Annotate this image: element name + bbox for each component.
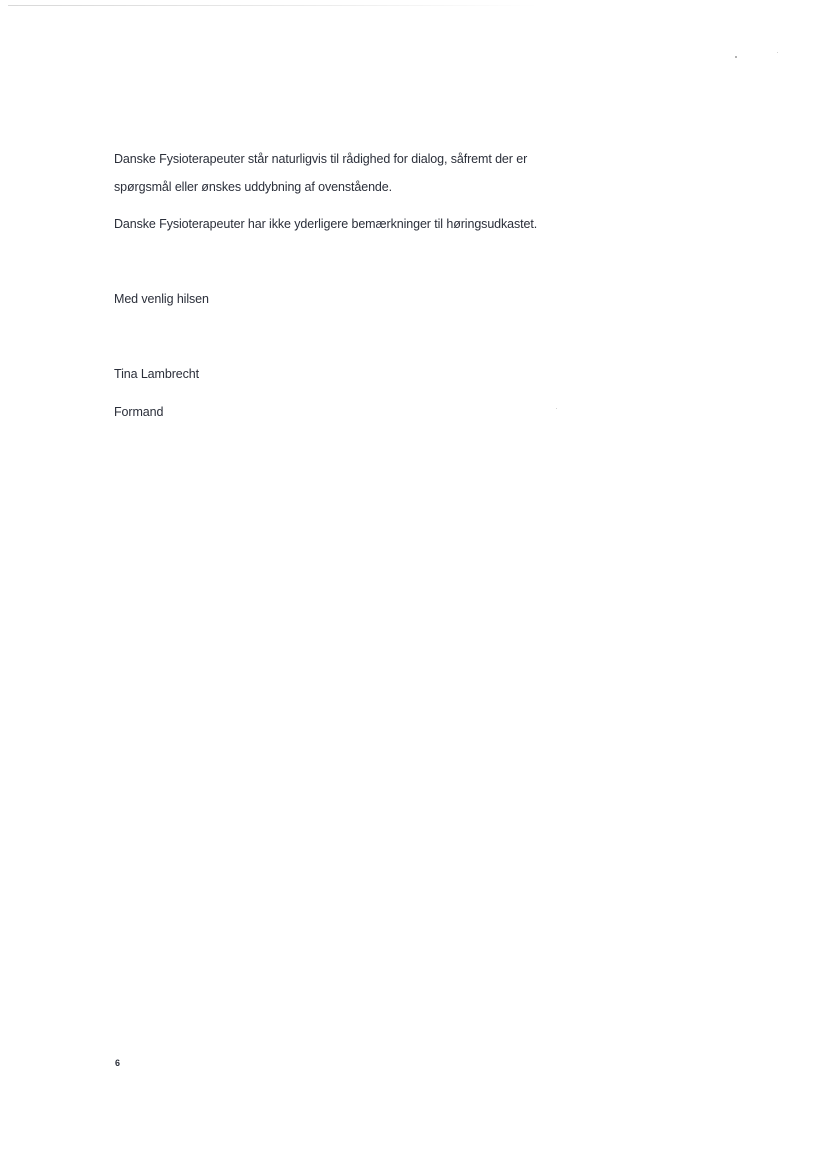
paragraph-line: Danske Fysioterapeuter har ikke yderligere bemærkninger til høringsudkastet. (114, 217, 538, 231)
scan-edge-line (8, 5, 538, 6)
page-number: 6 (115, 1058, 121, 1068)
paragraph-line: spørgsmål eller ønskes uddybning af ovenstående. (114, 180, 392, 194)
scan-speck (777, 52, 778, 53)
closing-salutation: Med venlig hilsen (114, 292, 209, 306)
signatory-title: Formand (114, 405, 164, 419)
signatory-name: Tina Lambrecht (114, 367, 199, 381)
paragraph-line: Danske Fysioterapeuter står naturligvis til rådighed for dialog, såfremt der er (114, 152, 528, 166)
scan-speck (556, 408, 557, 409)
scan-speck (735, 56, 737, 58)
